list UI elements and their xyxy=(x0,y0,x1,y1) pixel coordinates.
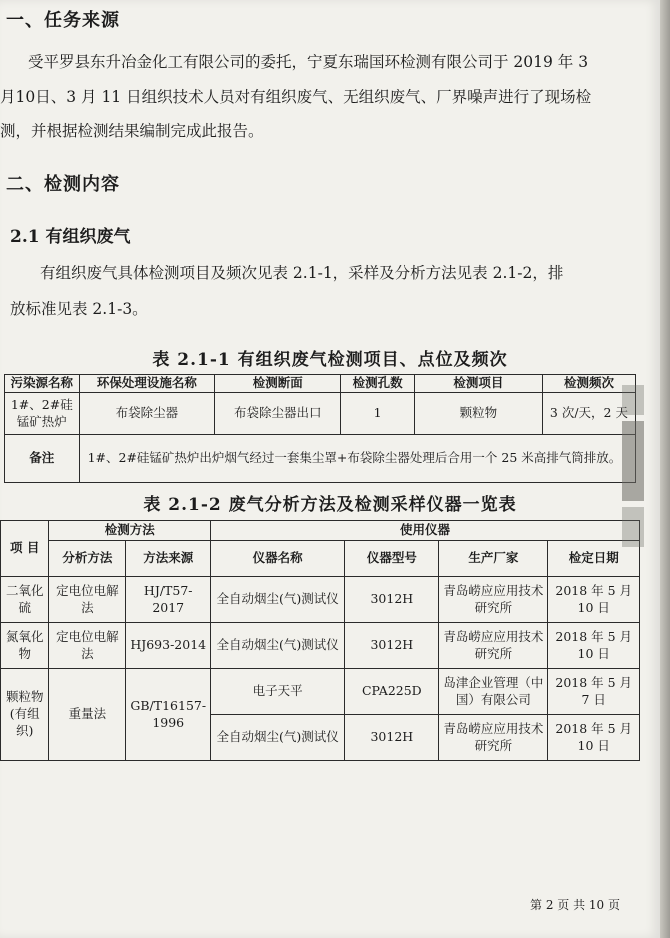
table1-cell: 1 xyxy=(341,393,414,435)
table1-header: 检测频次 xyxy=(542,375,635,393)
table2-calibration-date: 2018 年 5 月 10 日 xyxy=(548,577,640,623)
table2-method: 定电位电解法 xyxy=(49,623,126,669)
table1-header: 检测孔数 xyxy=(341,375,414,393)
table-row xyxy=(1,669,640,715)
table2 xyxy=(0,520,640,761)
table1-header: 污染源名称 xyxy=(5,375,80,393)
table2-instrument-maker: 青岛崂应应用技术研究所 xyxy=(439,715,548,761)
table2-item: 氮氧化物 xyxy=(1,623,49,669)
table2-method: 定电位电解法 xyxy=(49,577,126,623)
table2-instrument-maker: 岛津企业管理（中国）有限公司 xyxy=(439,669,548,715)
section-heading-content: 二、检测内容 xyxy=(6,174,120,195)
table1 xyxy=(4,374,636,483)
table2-instrument-model: 3012H xyxy=(345,577,439,623)
content-line-2: 放标准见表 2.1-3。 xyxy=(10,300,148,318)
subsection-heading: 2.1 有组织废气 xyxy=(10,227,131,247)
table1-header: 检测项目 xyxy=(414,375,542,393)
table2-item: 颗粒物(有组织) xyxy=(1,669,49,761)
section-heading-task-source: 一、任务来源 xyxy=(6,10,120,31)
table2-instrument-maker: 青岛崂应应用技术研究所 xyxy=(439,623,548,669)
seal-fragment xyxy=(622,385,648,553)
table2-subheader: 分析方法 xyxy=(49,541,126,577)
table2-instrument-model: CPA225D xyxy=(345,669,439,715)
table2-instrument-model: 3012H xyxy=(345,623,439,669)
table2-header-method: 检测方法 xyxy=(49,521,211,541)
table2-subheader: 生产厂家 xyxy=(439,541,548,577)
table2-source: HJ/T57-2017 xyxy=(126,577,211,623)
content-line-1: 有组织废气具体检测项目及频次见表 2.1-1，采样及分析方法见表 2.1-2，排 xyxy=(40,264,564,282)
table2-instrument-model: 3012H xyxy=(345,715,439,761)
table1-cell: 布袋除尘器 xyxy=(79,393,215,435)
table1-header: 检测断面 xyxy=(215,375,341,393)
table2-subheader: 仪器型号 xyxy=(345,541,439,577)
table1-cell: 1#、2#硅锰矿热炉 xyxy=(5,393,80,435)
table-row xyxy=(1,623,640,669)
table2-instrument-name: 电子天平 xyxy=(211,669,345,715)
table2-item: 二氧化硫 xyxy=(1,577,49,623)
table2-header-item: 项 目 xyxy=(1,521,49,577)
table2-header-instrument: 使用仪器 xyxy=(211,521,640,541)
table2-instrument-maker: 青岛崂应应用技术研究所 xyxy=(439,577,548,623)
table-row xyxy=(5,435,636,483)
page-edge-shadow xyxy=(660,0,670,938)
table-row xyxy=(5,393,636,435)
table2-instrument-name: 全自动烟尘(气)测试仪 xyxy=(211,623,345,669)
table-row xyxy=(1,577,640,623)
table2-calibration-date: 2018 年 5 月 10 日 xyxy=(548,623,640,669)
task-source-line-1: 受平罗县东升冶金化工有限公司的委托，宁夏东瑞国环检测有限公司于 2019 年 3 xyxy=(28,53,589,71)
table2-source: GB/T16157-1996 xyxy=(126,669,211,761)
table1-cell: 布袋除尘器出口 xyxy=(215,393,341,435)
table1-header: 环保处理设施名称 xyxy=(79,375,215,393)
table2-subheader: 方法来源 xyxy=(126,541,211,577)
table2-caption: 表 2.1-2 废气分析方法及检测采样仪器一览表 xyxy=(143,495,517,515)
task-source-line-2: 月10日、3 月 11 日组织技术人员对有组织废气、无组织废气、厂界噪声进行了现场检 xyxy=(0,88,592,106)
table1-note-text: 1#、2#硅锰矿热炉出炉烟气经过一套集尘罩+布袋除尘器处理后合用一个 25 米高排气筒排放。 xyxy=(79,435,635,483)
table2-calibration-date: 2018 年 5 月 7 日 xyxy=(548,669,640,715)
table2-method: 重量法 xyxy=(49,669,126,761)
table1-caption: 表 2.1-1 有组织废气检测项目、点位及频次 xyxy=(152,350,508,370)
table2-source: HJ693-2014 xyxy=(126,623,211,669)
task-source-line-3: 测，并根据检测结果编制完成此报告。 xyxy=(0,122,264,140)
table2-subheader: 仪器名称 xyxy=(211,541,345,577)
table2-instrument-name: 全自动烟尘(气)测试仪 xyxy=(211,577,345,623)
table2-instrument-name: 全自动烟尘(气)测试仪 xyxy=(211,715,345,761)
page-number: 第 2 页 共 10 页 xyxy=(530,898,620,912)
table2-calibration-date: 2018 年 5 月 10 日 xyxy=(548,715,640,761)
table1-note-label: 备注 xyxy=(5,435,80,483)
table1-cell: 颗粒物 xyxy=(414,393,542,435)
table2-subheader: 检定日期 xyxy=(548,541,640,577)
table1-cell: 3 次/天，2 天 xyxy=(542,393,635,435)
